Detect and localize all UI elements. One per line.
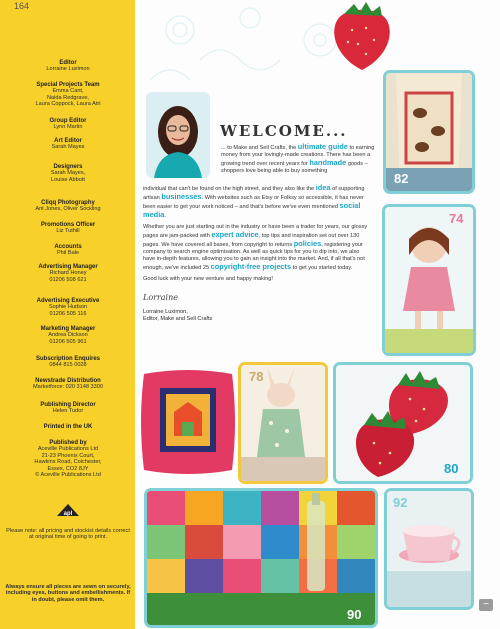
credit-block xyxy=(4,60,132,73)
credit-name: Sarah Mayes, xyxy=(50,170,86,177)
photo-number-92: 92 xyxy=(393,495,408,510)
intro-text: ... to Make and Sell Crafts, the ultimate guide to earning money from your lovingly-made creations. There has been a growing trend over recent years for handmade goods – shoppers love being able to buy something xyxy=(221,142,375,174)
credit-name: Lynn Martin xyxy=(53,124,83,131)
credit-role: Subscription Enquires xyxy=(35,356,100,362)
photo-doll xyxy=(382,204,476,356)
credit-block xyxy=(4,378,132,391)
credit-name: Louise Abbott xyxy=(51,176,85,183)
credit-role: Publishing Director xyxy=(40,402,96,408)
photo-teacup xyxy=(384,488,474,610)
credit-role: Group Editor xyxy=(49,118,87,124)
credit-block xyxy=(4,402,132,415)
credit-name: Andrea Dickson xyxy=(48,332,88,339)
credit-name: Marketforce: 020 3148 3300 xyxy=(33,384,103,391)
editor-portrait xyxy=(146,92,210,178)
credit-role: Art Editor xyxy=(54,138,82,144)
credit-block xyxy=(4,356,132,369)
credit-role: Advertising Manager xyxy=(38,264,98,270)
credit-name: Hawkins Road, Colchester, xyxy=(34,459,102,466)
photo-number-74: 74 xyxy=(449,211,464,226)
credit-name: 01206 505 961 xyxy=(49,338,87,345)
credit-name: 21-23 Phoenix Court, xyxy=(41,452,95,459)
credit-name: Emma Cant, xyxy=(52,88,84,95)
credit-block xyxy=(4,138,132,151)
photo-patchwork xyxy=(144,488,378,628)
article-body: individual that can't be found on the high street, and they also like the idea of supporting artisan businesses. With websites such as Etsy or Folksy so accessible, it has never been easier to get your work noticed – and that's before we've even mentioned social media. Whether you are just starting out in the industry or have been a trader for years, our glossy pages are jam-packed with expert advice, top tips and inspiration set out over 130 pages. We have covered all bases, from copyright to returns policies, registering your company to search engine optimisation. As well as quick tips for you to dip into, we also have in-depth features, allowing you to gain an insight into the market. And, if all that's not enough, we've included 25 copyright-free projects to get you started today. Good luck with your new venture and happy making! xyxy=(143,183,368,282)
credit-role: Newstrade Distribution xyxy=(35,378,101,384)
credit-block xyxy=(4,440,132,478)
credit-block xyxy=(4,82,132,108)
photo-rabbit xyxy=(238,362,328,484)
photo-number-80: 80 xyxy=(444,461,459,476)
photo-number-78: 78 xyxy=(249,369,264,384)
credit-block xyxy=(4,424,132,430)
credit-block xyxy=(4,264,132,283)
photo-number-82: 82 xyxy=(394,171,409,186)
credit-role: Designers xyxy=(53,164,83,170)
publisher-logo xyxy=(55,502,81,520)
credit-name: 01206 505 116 xyxy=(49,310,87,317)
credit-role: Special Projects Team xyxy=(36,82,100,88)
credit-role: Published by xyxy=(49,440,87,446)
credit-name: Sophie Hudson xyxy=(48,304,88,311)
credit-name: Essex, CO2 8JY xyxy=(47,465,89,472)
credit-name: Aceville Publications Ltd xyxy=(37,446,99,453)
credit-block xyxy=(4,200,132,213)
credit-role: Promotions Officer xyxy=(40,222,96,228)
credit-name: Richard Honey xyxy=(49,270,87,277)
credit-name: 01206 508 621 xyxy=(49,276,87,283)
credit-role: Printed in the UK xyxy=(43,424,93,430)
credit-role: Advertising Executive xyxy=(36,298,100,304)
credit-block xyxy=(4,326,132,345)
credit-name: Naida Redgrave, xyxy=(47,94,89,101)
credit-name: Phil Bale xyxy=(56,250,80,257)
credit-role: Editor xyxy=(59,60,77,66)
svg-text:apl: apl xyxy=(63,511,73,517)
credit-block xyxy=(4,164,132,183)
photo-number-90: 90 xyxy=(347,607,362,622)
signoff: Lorraine Luximon, Editor, Make and Sell Crafts xyxy=(143,309,213,322)
credit-role: Cliqq Photography xyxy=(41,200,95,206)
credit-role: Marketing Manager xyxy=(40,326,96,332)
photo-apron xyxy=(383,70,475,194)
photo-cushion xyxy=(138,366,238,478)
credit-name: Lorraine Luximon xyxy=(46,66,90,73)
page-number: 164 xyxy=(14,1,30,11)
credit-block xyxy=(4,118,132,131)
credit-name: Laura Coppock, Laura Atri xyxy=(35,101,101,108)
credit-name: Helen Tudor xyxy=(52,408,84,415)
credit-name: Ant Jones, Oliver Sockling xyxy=(35,206,101,213)
signature: Lorraine xyxy=(143,293,178,302)
photo-strawberries xyxy=(333,362,473,484)
credit-name: Sarah Mayes xyxy=(51,144,85,151)
credit-block xyxy=(4,222,132,235)
strawberry-illustration xyxy=(322,0,402,72)
minus-icon[interactable]: − xyxy=(479,599,493,611)
welcome-heading: WELCOME... xyxy=(220,122,348,140)
credit-block xyxy=(4,298,132,317)
safety-note: Always ensure all pieces are sewn on securely, including eyes, buttons and embellishments. If in doubt, please omit them. xyxy=(5,584,131,603)
price-disclaimer: Please note: all pricing and stockist details correct at original time of going to print. xyxy=(6,528,130,541)
credit-name: © Aceville Publications Ltd xyxy=(35,472,101,479)
credit-name: Liz Tuthill xyxy=(56,228,80,235)
credit-role: Accounts xyxy=(54,244,82,250)
credit-block xyxy=(4,244,132,257)
credit-name: 0844 815 0028 xyxy=(49,362,87,369)
